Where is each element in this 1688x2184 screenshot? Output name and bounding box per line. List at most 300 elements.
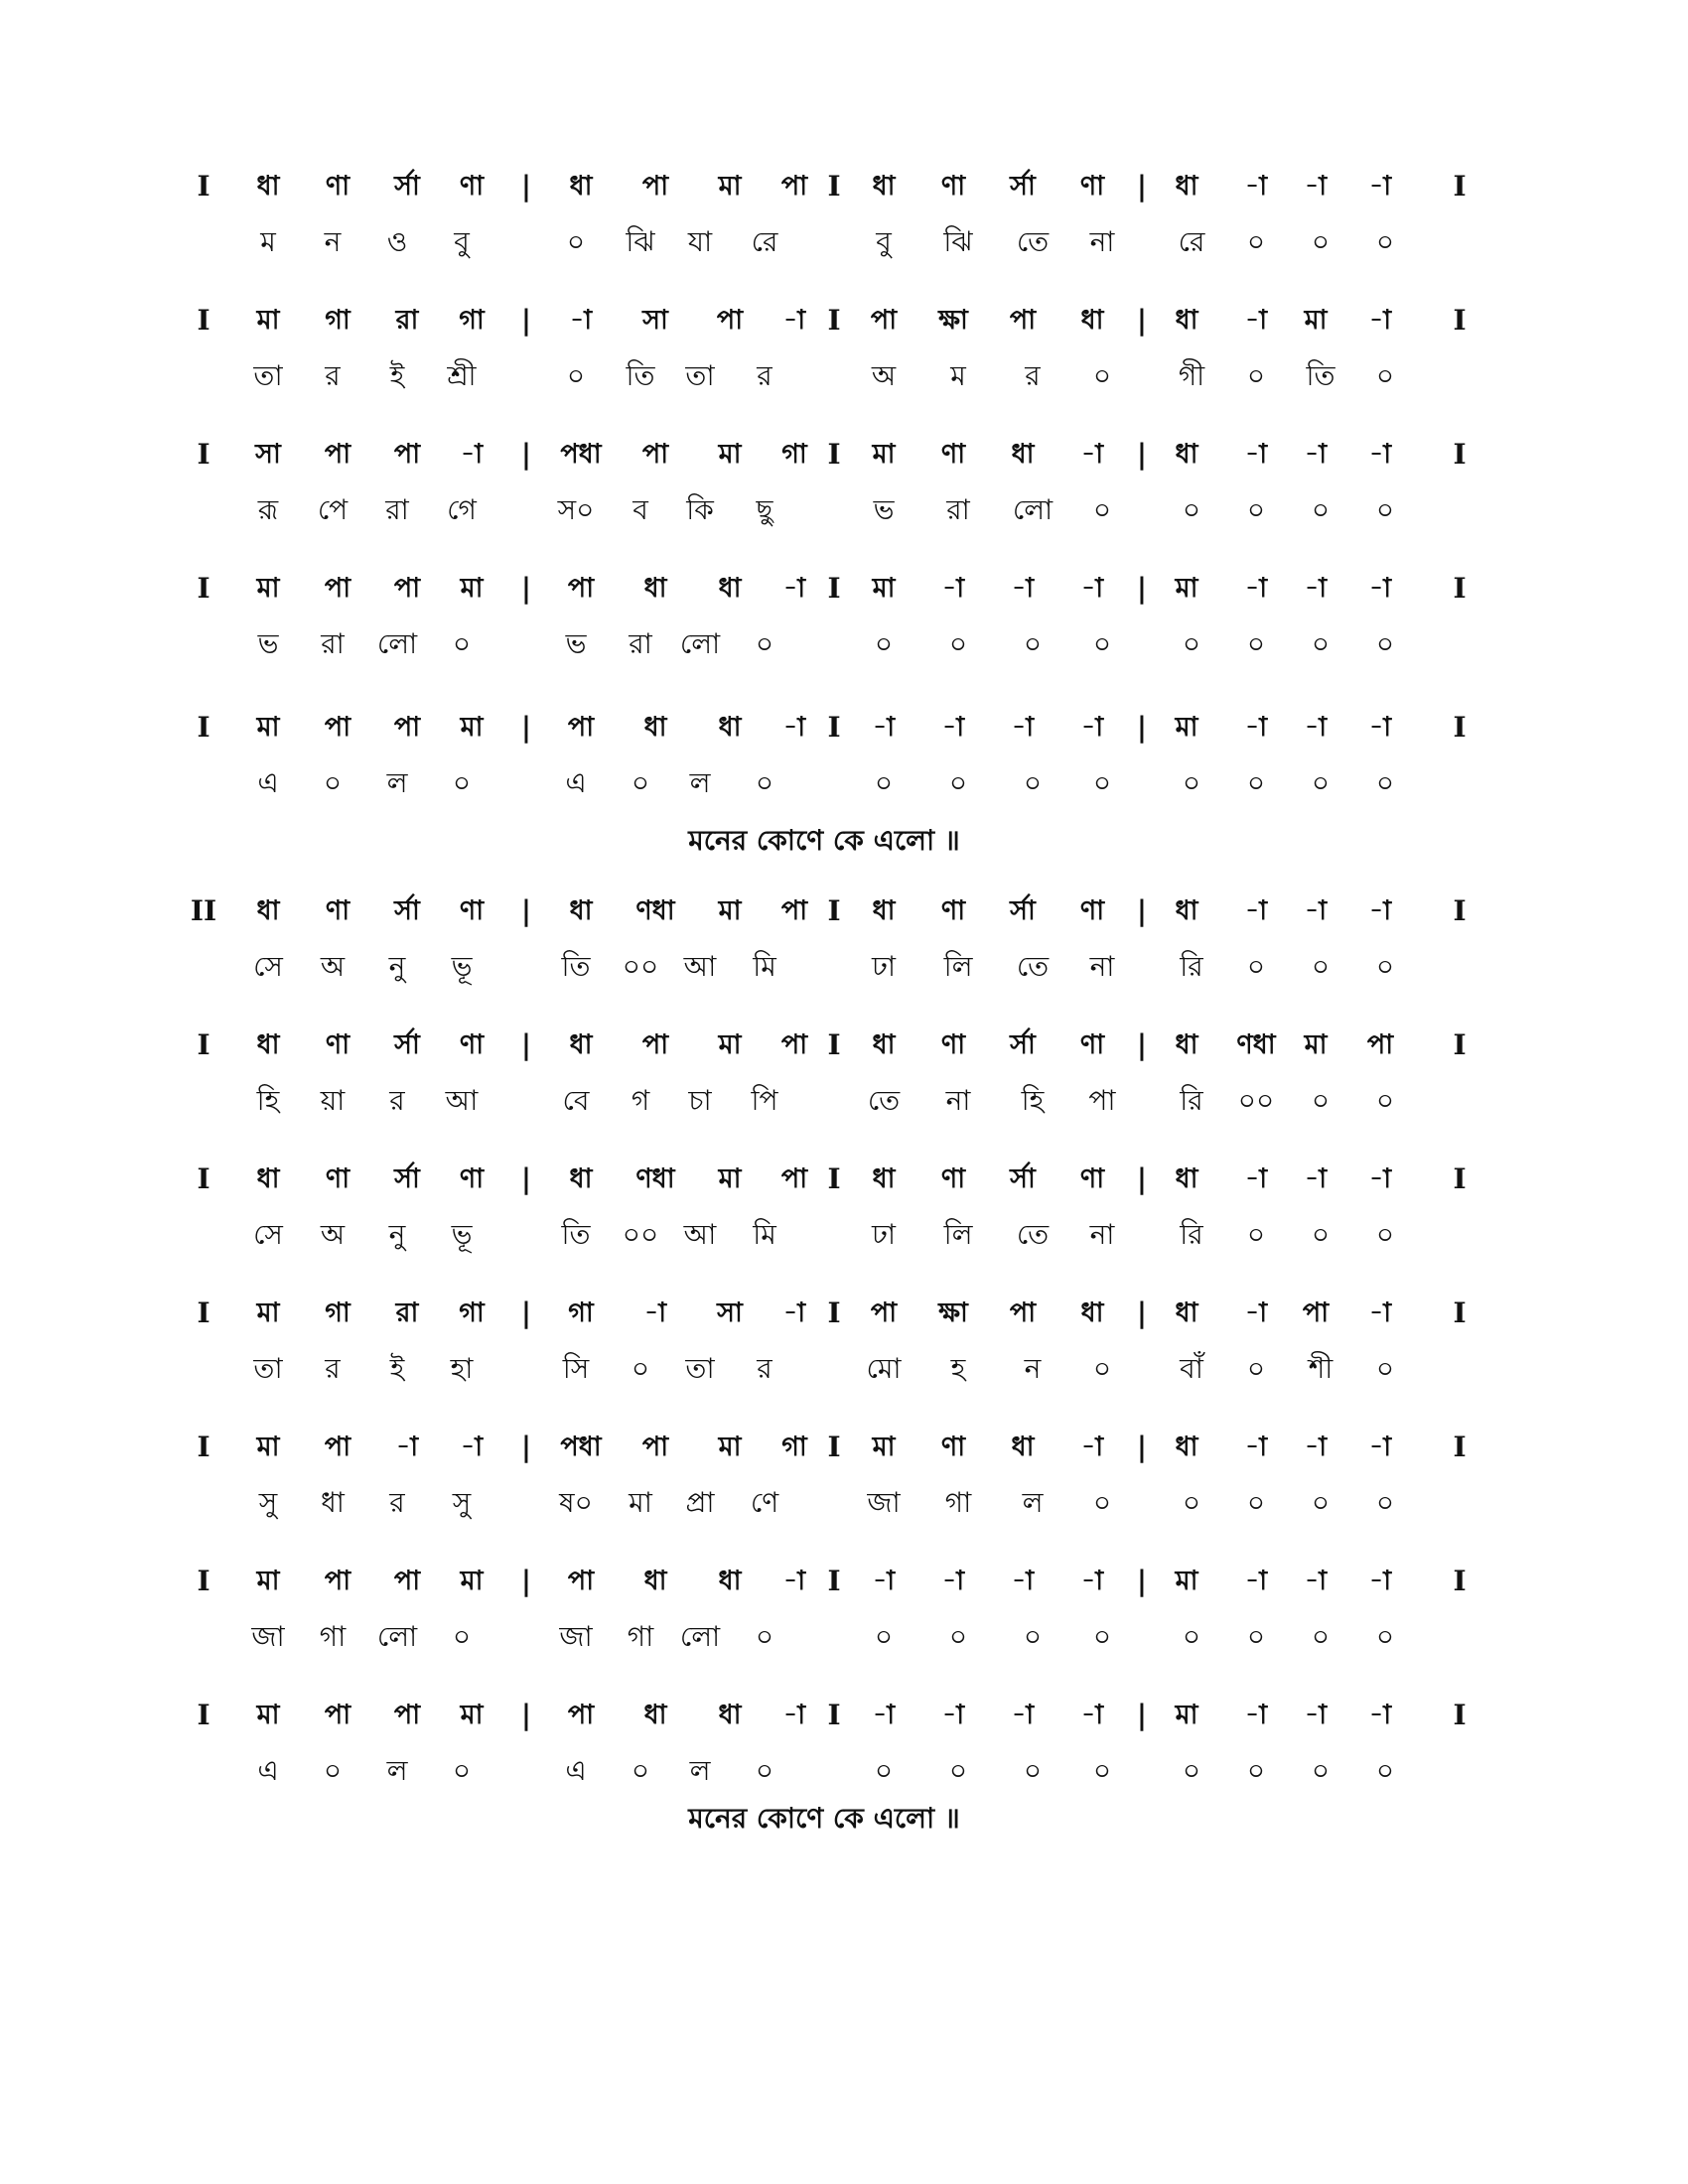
start-barline: I <box>197 1162 211 1195</box>
swara-note: র্সা <box>394 1163 420 1194</box>
swara-note: ধা <box>872 895 896 926</box>
swara-note: ধা <box>1011 1432 1035 1462</box>
notation-row <box>0 1018 1688 1073</box>
lyric-syllable: স০ <box>557 493 595 526</box>
lyric-syllable: ০ <box>452 1620 472 1653</box>
barline: I <box>827 894 841 927</box>
lyric-syllable: ০ <box>1246 1620 1266 1653</box>
swara-note: ধা <box>1175 171 1198 202</box>
swara-note: পা <box>780 171 808 202</box>
notation-row <box>0 561 1688 616</box>
swara-note: ধা <box>1175 1163 1198 1194</box>
lyric-syllable: য়া <box>320 1084 346 1117</box>
swara-note: গা <box>459 305 485 336</box>
lyric-syllable: সি <box>562 1352 590 1385</box>
start-barline: I <box>197 1565 211 1597</box>
lyric-syllable: ০ <box>874 766 894 799</box>
lyric-syllable: ধা <box>321 1486 345 1519</box>
lyric-syllable: ০ <box>1092 1754 1112 1787</box>
barline: | <box>1136 304 1148 337</box>
lyric-syllable: ন <box>1024 1352 1042 1385</box>
swara-note: ধা <box>256 1029 280 1060</box>
barline: | <box>520 572 532 605</box>
lyric-syllable: ০ <box>1375 1084 1395 1117</box>
barline: | <box>1136 1699 1148 1731</box>
barline: I <box>827 1162 841 1195</box>
swara-note: -া <box>1368 1700 1392 1730</box>
swara-note: মা <box>256 573 280 604</box>
swara-note: পা <box>393 439 421 470</box>
lyric-row <box>0 1609 1688 1665</box>
swara-note: -া <box>1304 1163 1328 1194</box>
lyric-syllable: মা <box>629 1486 652 1519</box>
lyric-syllable: ন <box>324 225 342 258</box>
swara-note: -া <box>1304 171 1328 202</box>
swara-note: -া <box>1244 1432 1268 1462</box>
lyric-syllable: সু <box>452 1486 472 1519</box>
lyric-syllable: এ <box>565 1754 587 1787</box>
swara-note: মা <box>718 895 742 926</box>
lyric-syllable: ০ <box>874 1754 894 1787</box>
swara-note: মা <box>256 1297 280 1328</box>
swara-note: ধা <box>256 1163 280 1194</box>
swara-note: মা <box>460 1700 484 1730</box>
swara-note: পা <box>324 573 352 604</box>
lyric-syllable: অ <box>320 1218 346 1251</box>
lyric-syllable: ০ <box>1246 627 1266 660</box>
swara-note: ধা <box>1175 1029 1198 1060</box>
swara-note: পা <box>1009 305 1037 336</box>
barline: | <box>520 894 532 927</box>
swara-note: মা <box>460 573 484 604</box>
swara-note: ধা <box>643 1700 667 1730</box>
barline: | <box>520 304 532 337</box>
lyric-syllable: ০ <box>1246 766 1266 799</box>
notation-row <box>0 1688 1688 1743</box>
start-barline: I <box>197 1297 211 1329</box>
barline: I <box>827 304 841 337</box>
lyric-syllable: ০ <box>1375 1218 1395 1251</box>
swara-note: -া <box>1304 712 1328 743</box>
lyric-row <box>0 214 1688 270</box>
barline: I <box>827 572 841 605</box>
swara-note: ধা <box>718 573 742 604</box>
lyric-syllable: এ <box>565 766 587 799</box>
swara-note: ধা <box>256 895 280 926</box>
barline: | <box>1136 894 1148 927</box>
lyric-syllable: হা <box>450 1352 474 1385</box>
lyric-syllable: রা <box>385 493 409 526</box>
swara-note: মা <box>256 1700 280 1730</box>
lyric-syllable: ০ <box>1375 225 1395 258</box>
lyric-syllable: ভ <box>873 493 895 526</box>
barline: | <box>520 711 532 744</box>
swara-note: মা <box>1304 305 1328 336</box>
lyric-syllable: রে <box>751 225 778 258</box>
lyric-syllable: ল <box>386 1754 408 1787</box>
lyric-syllable: ০ <box>1023 1754 1043 1787</box>
lyric-syllable: হি <box>1021 1084 1045 1117</box>
swara-note: ধা <box>872 1163 896 1194</box>
swara-note: পা <box>716 305 744 336</box>
lyric-syllable: ০ <box>755 1620 774 1653</box>
lyric-syllable: ০ <box>1375 493 1395 526</box>
swara-note: -া <box>872 712 896 743</box>
lyric-syllable: বাঁ <box>1180 1352 1203 1385</box>
swara-note: মা <box>1175 1566 1198 1596</box>
swara-note: -া <box>1368 1163 1392 1194</box>
lyric-syllable: ০ <box>1375 1620 1395 1653</box>
swara-note: -া <box>1368 1566 1392 1596</box>
swara-note: ণা <box>940 1163 966 1194</box>
swara-note: -া <box>395 1432 419 1462</box>
swara-note: ণা <box>1079 171 1105 202</box>
lyric-row <box>0 1475 1688 1531</box>
lyric-syllable: র <box>757 359 773 392</box>
swara-note: -া <box>1080 1566 1104 1596</box>
lyric-syllable: না <box>1089 1218 1115 1251</box>
lyric-syllable: ০ <box>1182 627 1201 660</box>
swara-note: মা <box>1175 712 1198 743</box>
swara-note: মা <box>872 439 896 470</box>
swara-note: পা <box>567 1566 595 1596</box>
swara-note: মা <box>718 1029 742 1060</box>
lyric-syllable: ছু <box>756 493 774 526</box>
lyric-syllable: জা <box>867 1486 901 1519</box>
lyric-syllable: ০ <box>1092 1620 1112 1653</box>
swara-note: ধা <box>643 573 667 604</box>
lyric-syllable: ম <box>950 359 966 392</box>
swara-note: ণা <box>940 439 966 470</box>
swara-note: -া <box>1080 1432 1104 1462</box>
lyric-syllable: ০ <box>631 1754 650 1787</box>
swara-note: -া <box>1368 1432 1392 1462</box>
swara-note: -া <box>1080 439 1104 470</box>
swara-note: ধা <box>1011 439 1035 470</box>
lyric-syllable: ০ <box>948 627 968 660</box>
lyric-syllable: রা <box>321 627 345 660</box>
notation-row <box>0 1554 1688 1609</box>
lyric-syllable: ০ <box>1311 627 1331 660</box>
swara-note: পা <box>393 712 421 743</box>
swara-note: -া <box>1244 439 1268 470</box>
barline: I <box>827 1699 841 1731</box>
lyric-syllable: ০ <box>1092 1352 1112 1385</box>
lyric-syllable: রি <box>1180 1084 1203 1117</box>
lyric-syllable: ষ০ <box>559 1486 593 1519</box>
swara-note: ধা <box>1175 1297 1198 1328</box>
swara-note: পা <box>324 712 352 743</box>
swara-note: -া <box>782 1700 806 1730</box>
start-barline: I <box>197 711 211 744</box>
lyric-syllable: তি <box>626 359 655 392</box>
barline: I <box>827 1297 841 1329</box>
swara-note: ধা <box>569 1029 593 1060</box>
swara-note: ধা <box>569 171 593 202</box>
swara-note: ধা <box>256 171 280 202</box>
lyric-syllable: তি <box>1306 359 1336 392</box>
lyric-syllable: ই <box>389 359 405 392</box>
swara-note: ণা <box>459 1163 485 1194</box>
lyric-syllable: গা <box>944 1486 972 1519</box>
lyric-syllable: ০ <box>452 1754 472 1787</box>
barline: I <box>827 1565 841 1597</box>
lyric-syllable: ০ <box>1182 766 1201 799</box>
swara-note: ধা <box>718 1700 742 1730</box>
end-barline: I <box>1453 1297 1467 1329</box>
swara-note: মা <box>256 1432 280 1462</box>
refrain-caption <box>0 819 1688 863</box>
lyric-row <box>0 1073 1688 1129</box>
lyric-syllable: আ <box>683 950 717 983</box>
start-barline: I <box>197 170 211 203</box>
lyric-syllable: ০০ <box>622 1218 659 1251</box>
barline: | <box>1136 1162 1148 1195</box>
lyric-syllable: সে <box>253 950 283 983</box>
barline: I <box>827 170 841 203</box>
swara-note: র্সা <box>1010 1029 1036 1060</box>
swara-note: পা <box>567 573 595 604</box>
lyric-syllable: তে <box>867 1084 901 1117</box>
refrain-text: মনের কোণে কে এলো ॥ <box>688 824 960 857</box>
lyric-syllable: ০ <box>1092 627 1112 660</box>
swara-note: পা <box>780 895 808 926</box>
swara-note: ণা <box>459 895 485 926</box>
lyric-syllable: শী <box>1308 1352 1334 1385</box>
refrain-caption <box>0 1797 1688 1841</box>
lyric-syllable: সে <box>253 1218 283 1251</box>
swara-note: ধা <box>569 1163 593 1194</box>
lyric-syllable: তা <box>685 1352 715 1385</box>
swara-note: সা <box>642 305 668 336</box>
lyric-syllable: না <box>1089 225 1115 258</box>
lyric-row <box>0 348 1688 404</box>
swara-note: পা <box>324 439 352 470</box>
lyric-syllable: ০ <box>1023 627 1043 660</box>
lyric-row <box>0 1743 1688 1799</box>
lyric-syllable: ০ <box>948 1754 968 1787</box>
swara-note: -া <box>1011 1700 1035 1730</box>
barline: | <box>520 438 532 471</box>
swara-note: -া <box>1368 439 1392 470</box>
lyric-syllable: তে <box>1016 1218 1050 1251</box>
lyric-syllable: ০ <box>1246 1218 1266 1251</box>
end-barline: I <box>1453 1028 1467 1061</box>
swara-note: মা <box>256 305 280 336</box>
lyric-syllable: হি <box>256 1084 280 1117</box>
lyric-syllable: ভূ <box>451 1218 473 1251</box>
lyric-syllable: ০ <box>1375 950 1395 983</box>
lyric-syllable: ০ <box>1375 766 1395 799</box>
end-barline: I <box>1453 1565 1467 1597</box>
swara-note: -া <box>941 1566 965 1596</box>
lyric-syllable: ০ <box>323 766 343 799</box>
lyric-syllable: ০ <box>1092 1486 1112 1519</box>
swara-note: ধা <box>643 1566 667 1596</box>
swara-note: ণা <box>325 1029 351 1060</box>
lyric-syllable: ল <box>1022 1486 1044 1519</box>
lyric-row <box>0 1207 1688 1263</box>
lyric-syllable: না <box>945 1084 971 1117</box>
swara-note: গা <box>325 305 351 336</box>
swara-note: -া <box>1304 1432 1328 1462</box>
barline: | <box>1136 1431 1148 1463</box>
lyric-syllable: চা <box>688 1084 712 1117</box>
barline: | <box>1136 572 1148 605</box>
barline: I <box>827 711 841 744</box>
swara-note: ণা <box>940 895 966 926</box>
notation-row <box>0 427 1688 482</box>
end-barline: I <box>1453 304 1467 337</box>
lyric-syllable: ব <box>633 493 648 526</box>
swara-note: গা <box>568 1297 594 1328</box>
lyric-syllable: তে <box>1016 950 1050 983</box>
start-barline: I <box>197 438 211 471</box>
lyric-syllable: পে <box>317 493 349 526</box>
lyric-syllable: ০ <box>1246 1754 1266 1787</box>
swara-note: ক্ষা <box>938 1297 968 1328</box>
lyric-syllable: রা <box>946 493 970 526</box>
lyric-syllable: তা <box>253 1352 283 1385</box>
swara-note: রা <box>395 305 419 336</box>
barline: | <box>520 1565 532 1597</box>
lyric-syllable: পি <box>751 1084 778 1117</box>
lyric-syllable: র <box>389 1084 405 1117</box>
swara-note: ণধা <box>1236 1029 1276 1060</box>
lyric-syllable: ০ <box>1311 1218 1331 1251</box>
start-barline: I <box>197 1699 211 1731</box>
lyric-syllable: ০ <box>1246 359 1266 392</box>
refrain-text: মনের কোণে কে এলো ॥ <box>688 1802 960 1835</box>
swara-note: পা <box>393 1700 421 1730</box>
end-barline: I <box>1453 894 1467 927</box>
lyric-syllable: ০ <box>323 1754 343 1787</box>
lyric-syllable: ০ <box>1092 493 1112 526</box>
lyric-syllable: ০ <box>631 766 650 799</box>
lyric-syllable: অ <box>871 359 897 392</box>
lyric-syllable: ও <box>386 225 408 258</box>
swara-note: ধা <box>1175 895 1198 926</box>
swara-note: -া <box>1304 895 1328 926</box>
lyric-syllable: মি <box>753 950 776 983</box>
lyric-syllable: রূ <box>257 493 279 526</box>
lyric-syllable: ভ <box>257 627 279 660</box>
swara-note: -া <box>1244 305 1268 336</box>
swara-note: পা <box>1366 1029 1394 1060</box>
barline: | <box>520 170 532 203</box>
swara-note: পা <box>641 1029 669 1060</box>
barline: | <box>520 1297 532 1329</box>
lyric-syllable: নু <box>388 1218 406 1251</box>
lyric-syllable: ০ <box>1246 493 1266 526</box>
lyric-syllable: শ্রী <box>447 359 477 392</box>
lyric-syllable: বু <box>454 225 470 258</box>
swara-note: ধা <box>1175 1432 1198 1462</box>
swara-note: -া <box>872 1700 896 1730</box>
lyric-row <box>0 616 1688 672</box>
lyric-row <box>0 939 1688 995</box>
lyric-syllable: ০ <box>948 1620 968 1653</box>
lyric-syllable: লো <box>1012 493 1054 526</box>
lyric-syllable: রে <box>1178 225 1205 258</box>
lyric-syllable: ০ <box>1311 950 1331 983</box>
swara-note: মা <box>460 1566 484 1596</box>
lyric-syllable: ০ <box>1375 1352 1395 1385</box>
barline: | <box>1136 1565 1148 1597</box>
swara-note: মা <box>872 1432 896 1462</box>
barline: | <box>520 1431 532 1463</box>
lyric-syllable: আ <box>683 1218 717 1251</box>
swara-note: পা <box>870 1297 898 1328</box>
lyric-syllable: ০ <box>1092 766 1112 799</box>
lyric-syllable: ভ <box>565 627 587 660</box>
lyric-syllable: ভূ <box>451 950 473 983</box>
barline: | <box>520 1699 532 1731</box>
lyric-syllable: তা <box>253 359 283 392</box>
swara-note: -া <box>1368 1297 1392 1328</box>
swara-note: -া <box>1244 573 1268 604</box>
swara-note: -া <box>1368 305 1392 336</box>
swara-note: -া <box>1304 439 1328 470</box>
swara-note: -া <box>1244 712 1268 743</box>
notation-row <box>0 159 1688 214</box>
lyric-syllable: র <box>757 1352 773 1385</box>
swara-note: ণা <box>459 1029 485 1060</box>
lyric-syllable: ০ <box>452 627 472 660</box>
lyric-syllable: ০ <box>452 766 472 799</box>
swara-note: মা <box>256 712 280 743</box>
lyric-syllable: ০ <box>1311 1486 1331 1519</box>
swara-note: -া <box>460 1432 484 1462</box>
swara-note: -া <box>1080 712 1104 743</box>
swara-note: মা <box>718 1163 742 1194</box>
swara-note: -া <box>1368 171 1392 202</box>
swara-note: মা <box>1175 573 1198 604</box>
start-barline: I <box>197 572 211 605</box>
swara-note: র্সা <box>1010 1163 1036 1194</box>
lyric-syllable: ল <box>689 1754 711 1787</box>
lyric-syllable: ঢা <box>872 950 896 983</box>
swara-note: ণা <box>459 171 485 202</box>
lyric-syllable: লি <box>943 950 973 983</box>
lyric-syllable: ল <box>386 766 408 799</box>
lyric-syllable: গ <box>631 1084 650 1117</box>
lyric-syllable: লো <box>376 1620 418 1653</box>
swara-note: ণা <box>1079 895 1105 926</box>
swara-note: -া <box>1080 573 1104 604</box>
swara-note: -া <box>782 305 806 336</box>
barline: | <box>1136 438 1148 471</box>
end-barline: I <box>1453 438 1467 471</box>
lyric-syllable: না <box>1089 950 1115 983</box>
start-barline: I <box>197 1431 211 1463</box>
lyric-syllable: সু <box>258 1486 278 1519</box>
swara-note: -া <box>782 573 806 604</box>
lyric-syllable: গা <box>627 1620 654 1653</box>
notation-row <box>0 700 1688 755</box>
barline: I <box>827 1028 841 1061</box>
lyric-syllable: ০ <box>948 766 968 799</box>
lyric-syllable: রি <box>1180 1218 1203 1251</box>
swara-note: পা <box>567 712 595 743</box>
lyric-syllable: লি <box>943 1218 973 1251</box>
lyric-syllable: তি <box>561 950 591 983</box>
swara-note: ধা <box>872 171 896 202</box>
lyric-syllable: ০ <box>1023 1620 1043 1653</box>
swara-note: মা <box>718 439 742 470</box>
swara-note: -া <box>782 712 806 743</box>
barline: I <box>827 438 841 471</box>
